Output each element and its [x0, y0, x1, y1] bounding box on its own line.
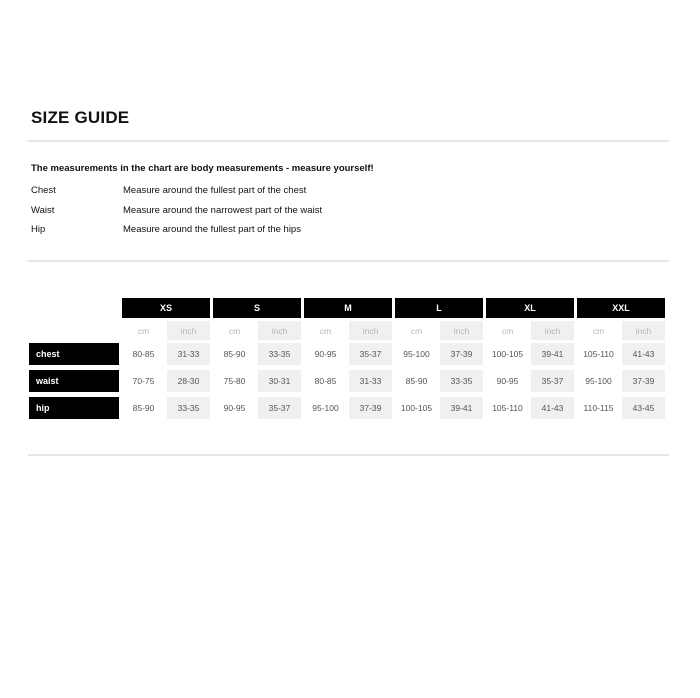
- table-cell: 41-43: [531, 397, 574, 419]
- unit-header-cm: cm: [395, 321, 438, 340]
- table-cell: 80-85: [304, 370, 347, 392]
- table-cell: 35-37: [531, 370, 574, 392]
- table-cell: 110-115: [577, 397, 620, 419]
- unit-header-inch: inch: [258, 321, 301, 340]
- size-header-xs: XS: [122, 298, 210, 318]
- table-cell: 43-45: [622, 397, 665, 419]
- table-cell: 31-33: [167, 343, 210, 365]
- table-cell: 33-35: [258, 343, 301, 365]
- unit-header-inch: inch: [349, 321, 392, 340]
- table-cell: 33-35: [167, 397, 210, 419]
- measurement-label: Hip: [31, 224, 46, 235]
- divider: [28, 140, 669, 142]
- table-cell: 41-43: [622, 343, 665, 365]
- measurement-description: Measure around the fullest part of the chest: [123, 185, 307, 196]
- table-cell: 85-90: [395, 370, 438, 392]
- measurement-description: Measure around the narrowest part of the waist: [123, 205, 323, 216]
- unit-header-inch: inch: [622, 321, 665, 340]
- size-header-xxl: XXL: [577, 298, 665, 318]
- unit-header-inch: inch: [440, 321, 483, 340]
- size-header-xl: XL: [486, 298, 574, 318]
- table-cell: 95-100: [304, 397, 347, 419]
- intro-text: The measurements in the chart are body measurements - measure yourself!: [31, 163, 374, 174]
- table-cell: 28-30: [167, 370, 210, 392]
- unit-header-inch: inch: [531, 321, 574, 340]
- table-cell: 100-105: [486, 343, 529, 365]
- unit-header-cm: cm: [213, 321, 256, 340]
- size-header-s: S: [213, 298, 301, 318]
- table-cell: 80-85: [122, 343, 165, 365]
- table-cell: 39-41: [440, 397, 483, 419]
- table-cell: 85-90: [122, 397, 165, 419]
- unit-header-cm: cm: [304, 321, 347, 340]
- measurement-item-hip: [31, 223, 631, 237]
- row-label-chest: chest: [29, 343, 119, 365]
- row-label-hip: hip: [29, 397, 119, 419]
- measurement-label: Waist: [31, 205, 55, 216]
- table-cell: 105-110: [486, 397, 529, 419]
- table-cell: 100-105: [395, 397, 438, 419]
- table-cell: 90-95: [486, 370, 529, 392]
- size-header-m: M: [304, 298, 392, 318]
- table-cell: 105-110: [577, 343, 620, 365]
- divider: [28, 260, 669, 262]
- unit-header-cm: cm: [122, 321, 165, 340]
- table-cell: 75-80: [213, 370, 256, 392]
- measurement-label: Chest: [31, 185, 56, 196]
- table-cell: 31-33: [349, 370, 392, 392]
- table-cell: 95-100: [577, 370, 620, 392]
- table-cell: 37-39: [622, 370, 665, 392]
- row-label-waist: waist: [29, 370, 119, 392]
- measurement-item-chest: [31, 184, 631, 198]
- table-cell: 33-35: [440, 370, 483, 392]
- table-cell: 35-37: [258, 397, 301, 419]
- table-cell: 35-37: [349, 343, 392, 365]
- page-title: SIZE GUIDE: [31, 108, 130, 127]
- unit-header-cm: cm: [486, 321, 529, 340]
- table-cell: 37-39: [349, 397, 392, 419]
- table-cell: 37-39: [440, 343, 483, 365]
- measurement-description: Measure around the fullest part of the hips: [123, 224, 301, 235]
- unit-header-cm: cm: [577, 321, 620, 340]
- size-header-l: L: [395, 298, 483, 318]
- unit-header-inch: inch: [167, 321, 210, 340]
- table-cell: 90-95: [213, 397, 256, 419]
- table-cell: 70-75: [122, 370, 165, 392]
- measurement-item-waist: [31, 204, 631, 218]
- table-cell: 39-41: [531, 343, 574, 365]
- table-cell: 85-90: [213, 343, 256, 365]
- divider: [28, 454, 669, 456]
- table-cell: 90-95: [304, 343, 347, 365]
- table-cell: 95-100: [395, 343, 438, 365]
- table-cell: 30-31: [258, 370, 301, 392]
